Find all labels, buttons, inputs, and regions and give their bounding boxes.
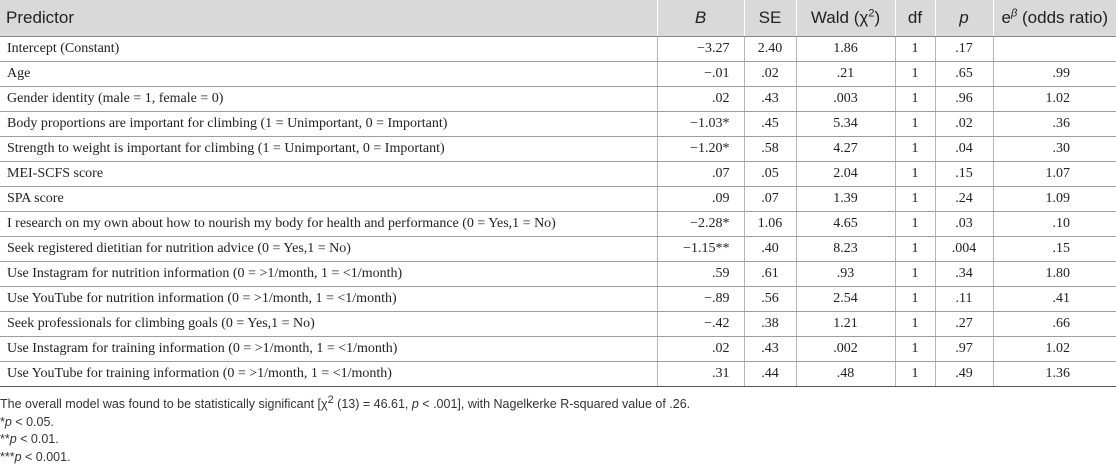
cell-df: 1 — [895, 162, 935, 187]
cell-b: .59 — [657, 262, 744, 287]
cell-wald: 2.54 — [796, 287, 895, 312]
table-row — [0, 262, 1116, 287]
cell-b: .07 — [657, 162, 744, 187]
cell-odds-ratio: .10 — [993, 212, 1116, 237]
cell-p: .49 — [935, 362, 993, 387]
cell-odds-ratio: 1.09 — [993, 187, 1116, 212]
cell-wald: 4.27 — [796, 137, 895, 162]
note-text: (13) = 46.61, — [333, 397, 412, 411]
table-row — [0, 337, 1116, 362]
cell-b: −.42 — [657, 312, 744, 337]
cell-se: .07 — [744, 187, 796, 212]
cell-df: 1 — [895, 87, 935, 112]
significance-note-01 — [0, 431, 1116, 449]
cell-p: .96 — [935, 87, 993, 112]
cell-se: .43 — [744, 337, 796, 362]
table-row — [0, 187, 1116, 212]
note-text: The overall model was found to be statistically significant [χ — [0, 397, 328, 411]
cell-df: 1 — [895, 362, 935, 387]
note-p: p — [4, 414, 12, 429]
note-text: < 0.001. — [21, 449, 71, 464]
cell-df: 1 — [895, 312, 935, 337]
cell-se: .02 — [744, 62, 796, 87]
cell-wald: .002 — [796, 337, 895, 362]
cell-odds-ratio: .36 — [993, 112, 1116, 137]
table-row — [0, 362, 1116, 387]
cell-b: .02 — [657, 87, 744, 112]
header-odds-ratio — [993, 0, 1116, 37]
table-row — [0, 62, 1116, 87]
cell-se: .58 — [744, 137, 796, 162]
cell-odds-ratio — [993, 37, 1116, 62]
cell-p: .03 — [935, 212, 993, 237]
cell-predictor: Use YouTube for nutrition information (0 = >1/month, 1 = <1/month) — [0, 287, 657, 312]
header-wald — [796, 0, 895, 37]
cell-wald: 5.34 — [796, 112, 895, 137]
cell-b: −.89 — [657, 287, 744, 312]
cell-df: 1 — [895, 62, 935, 87]
table-row — [0, 37, 1116, 62]
header-wald-suffix: ) — [874, 8, 881, 27]
cell-b: −1.03* — [657, 112, 744, 137]
table-row — [0, 87, 1116, 112]
cell-predictor: Seek registered dietitian for nutrition advice (0 = Yes,1 = No) — [0, 237, 657, 262]
cell-odds-ratio: 1.36 — [993, 362, 1116, 387]
header-wald-prefix: Wald (χ — [810, 8, 869, 27]
header-wald-sup: 2 — [868, 7, 875, 20]
cell-predictor: I research on my own about how to nourish my body for health and performance (0 = Yes,1 = No) — [0, 212, 657, 237]
header-b: B — [657, 0, 744, 37]
cell-se: .40 — [744, 237, 796, 262]
note-text: < .001], with Nagelkerke R-squared value of .26. — [418, 397, 691, 411]
table-row — [0, 162, 1116, 187]
table-row — [0, 287, 1116, 312]
cell-df: 1 — [895, 37, 935, 62]
cell-se: .05 — [744, 162, 796, 187]
significance-note-001 — [0, 449, 1116, 467]
cell-predictor: MEI-SCFS score — [0, 162, 657, 187]
cell-p: .24 — [935, 187, 993, 212]
cell-df: 1 — [895, 112, 935, 137]
cell-odds-ratio: 1.07 — [993, 162, 1116, 187]
note-star: * — [0, 414, 5, 429]
cell-p: .004 — [935, 237, 993, 262]
cell-p: .11 — [935, 287, 993, 312]
significance-note-05 — [0, 414, 1116, 432]
cell-df: 1 — [895, 287, 935, 312]
cell-b: .31 — [657, 362, 744, 387]
cell-se: .44 — [744, 362, 796, 387]
cell-wald: .003 — [796, 87, 895, 112]
cell-predictor: SPA score — [0, 187, 657, 212]
table-row — [0, 137, 1116, 162]
cell-df: 1 — [895, 262, 935, 287]
cell-p: .17 — [935, 37, 993, 62]
cell-odds-ratio: .99 — [993, 62, 1116, 87]
model-significance-note — [0, 393, 1116, 414]
cell-b: −.01 — [657, 62, 744, 87]
cell-se: .56 — [744, 287, 796, 312]
note-sup: 2 — [327, 393, 334, 406]
cell-wald: 4.65 — [796, 212, 895, 237]
header-or-suffix: (odds ratio) — [1017, 8, 1108, 27]
cell-wald: 8.23 — [796, 237, 895, 262]
cell-predictor: Intercept (Constant) — [0, 37, 657, 62]
cell-wald: 1.39 — [796, 187, 895, 212]
cell-odds-ratio: .66 — [993, 312, 1116, 337]
cell-df: 1 — [895, 237, 935, 262]
cell-predictor: Use Instagram for nutrition information (0 = >1/month, 1 = <1/month) — [0, 262, 657, 287]
cell-odds-ratio: .15 — [993, 237, 1116, 262]
cell-predictor: Use YouTube for training information (0 = >1/month, 1 = <1/month) — [0, 362, 657, 387]
note-star: ** — [0, 432, 10, 446]
cell-df: 1 — [895, 187, 935, 212]
cell-p: .34 — [935, 262, 993, 287]
table-notes — [0, 393, 1116, 466]
cell-se: .38 — [744, 312, 796, 337]
cell-wald: .21 — [796, 62, 895, 87]
cell-wald: 1.21 — [796, 312, 895, 337]
table-row — [0, 312, 1116, 337]
cell-df: 1 — [895, 212, 935, 237]
header-se: SE — [744, 0, 796, 37]
cell-se: .43 — [744, 87, 796, 112]
cell-b: −3.27 — [657, 37, 744, 62]
note-p: p — [9, 432, 17, 446]
cell-odds-ratio: 1.02 — [993, 337, 1116, 362]
cell-p: .04 — [935, 137, 993, 162]
cell-wald: .93 — [796, 262, 895, 287]
cell-df: 1 — [895, 337, 935, 362]
cell-predictor: Use Instagram for training information (0 = >1/month, 1 = <1/month) — [0, 337, 657, 362]
cell-predictor: Gender identity (male = 1, female = 0) — [0, 87, 657, 112]
header-or-sup: β — [1010, 7, 1018, 20]
table-row — [0, 212, 1116, 237]
note-text: < 0.05. — [11, 414, 54, 429]
cell-b: −1.15** — [657, 237, 744, 262]
table-row — [0, 237, 1116, 262]
header-or-base: e — [1001, 8, 1011, 27]
table-body — [0, 37, 1116, 387]
note-star: *** — [0, 449, 15, 464]
cell-se: 1.06 — [744, 212, 796, 237]
cell-p: .65 — [935, 62, 993, 87]
cell-p: .97 — [935, 337, 993, 362]
note-p: p — [411, 397, 419, 411]
cell-b: −1.20* — [657, 137, 744, 162]
cell-predictor: Seek professionals for climbing goals (0 = Yes,1 = No) — [0, 312, 657, 337]
cell-p: .27 — [935, 312, 993, 337]
header-df: df — [895, 0, 935, 37]
note-p: p — [14, 449, 22, 464]
cell-se: .61 — [744, 262, 796, 287]
cell-p: .02 — [935, 112, 993, 137]
cell-b: −2.28* — [657, 212, 744, 237]
cell-p: .15 — [935, 162, 993, 187]
cell-odds-ratio: .30 — [993, 137, 1116, 162]
cell-wald: 1.86 — [796, 37, 895, 62]
cell-predictor: Body proportions are important for climbing (1 = Unimportant, 0 = Important) — [0, 112, 657, 137]
cell-wald: 2.04 — [796, 162, 895, 187]
cell-se: .45 — [744, 112, 796, 137]
cell-b: .09 — [657, 187, 744, 212]
cell-odds-ratio: .41 — [993, 287, 1116, 312]
cell-predictor: Age — [0, 62, 657, 87]
header-p: p — [935, 0, 993, 37]
cell-predictor: Strength to weight is important for climbing (1 = Unimportant, 0 = Important) — [0, 137, 657, 162]
header-row — [0, 0, 1116, 37]
table-row — [0, 112, 1116, 137]
cell-wald: .48 — [796, 362, 895, 387]
cell-df: 1 — [895, 137, 935, 162]
cell-odds-ratio: 1.80 — [993, 262, 1116, 287]
note-text: < 0.01. — [16, 432, 59, 446]
cell-odds-ratio: 1.02 — [993, 87, 1116, 112]
cell-se: 2.40 — [744, 37, 796, 62]
cell-b: .02 — [657, 337, 744, 362]
header-predictor: Predictor — [0, 0, 657, 37]
